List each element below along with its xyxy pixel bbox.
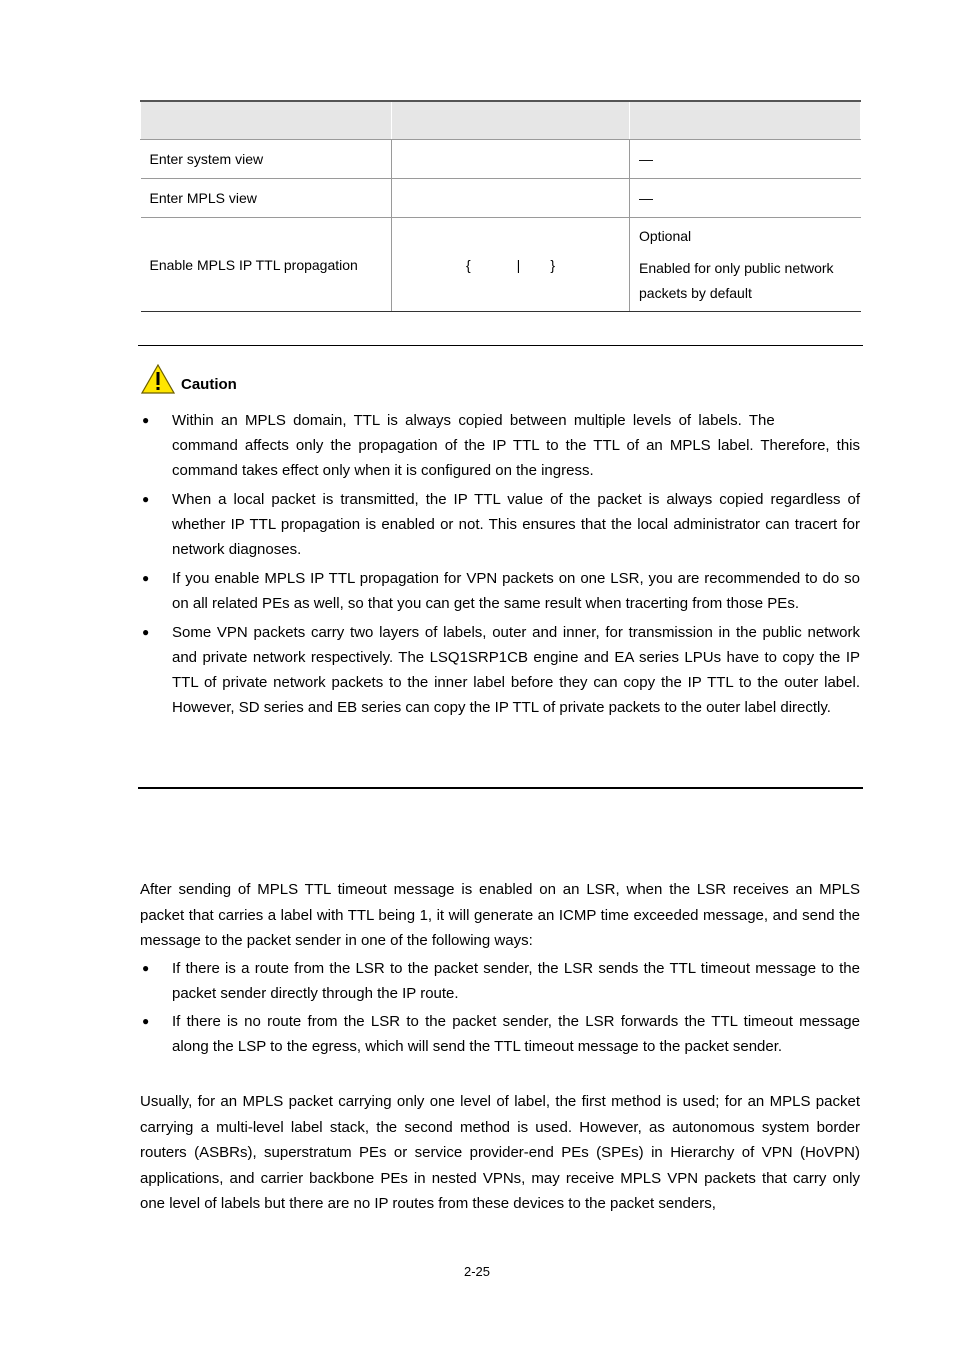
caution-list bbox=[140, 408, 860, 724]
table-row bbox=[141, 140, 861, 179]
method-bullet-text: If there is a route from the LSR to the packet sender, the LSR sends the TTL timeout message to the packet sender directly through the IP route. bbox=[172, 960, 860, 1002]
list-item bbox=[140, 408, 860, 483]
command-cell bbox=[392, 218, 630, 312]
remarks-cell bbox=[630, 218, 861, 312]
header-cell-command bbox=[392, 101, 630, 140]
caution-title: Caution bbox=[181, 376, 237, 393]
caution-header bbox=[141, 364, 237, 394]
bullet-icon: ● bbox=[142, 625, 150, 639]
list-item bbox=[140, 487, 860, 562]
table-row bbox=[141, 179, 861, 218]
bullet-icon: ● bbox=[142, 961, 150, 975]
operation-cell: Enter system view bbox=[141, 140, 392, 179]
header-cell-remarks bbox=[630, 101, 861, 140]
table-row bbox=[141, 218, 861, 312]
list-item bbox=[140, 956, 860, 1006]
table-header-row bbox=[141, 101, 861, 140]
list-item bbox=[140, 620, 860, 720]
bullet-icon: ● bbox=[142, 1014, 150, 1028]
list-item bbox=[140, 1009, 860, 1059]
command-cell bbox=[392, 179, 630, 218]
command-cell bbox=[392, 140, 630, 179]
command-brace-close: } bbox=[550, 256, 555, 273]
warning-triangle-icon bbox=[141, 364, 175, 394]
command-separator: | bbox=[516, 256, 521, 273]
remarks-optional: Optional bbox=[639, 227, 692, 244]
caution-bullet-text: Some VPN packets carry two layers of labels, outer and inner, for transmission in the public network and private network respectively. The LSQ1SRP1CB engine and EA series LPUs have to copy the IP TTL of private network packets to the inner label before they can copy the IP TTL to the outer label. However, SD series and EB series can copy the IP TTL of private packets to the outer label directly. bbox=[172, 624, 860, 716]
header-cell-operation bbox=[141, 101, 392, 140]
page-number: 2-25 bbox=[463, 1264, 491, 1279]
closing-paragraph: Usually, for an MPLS packet carrying only one level of label, the first method is used; for an MPLS packet carrying a multi-level label stack, the second method is used. However, as autonomous system border routers (ASBRs), superstratum PEs or service provider-end PEs (SPEs) in Hierarchy of VPN (HoVPN) applications, and carrier backbone PEs in nested VPNs, may receive MPLS VPN packets that carry only one level of labels but there are no IP routes from these devices to the packet senders, bbox=[140, 1093, 860, 1212]
operation-cell: Enable MPLS IP TTL propagation bbox=[141, 218, 392, 312]
bullet-icon: ● bbox=[142, 492, 150, 506]
command-brace-open: { bbox=[465, 256, 471, 273]
config-table bbox=[140, 100, 861, 312]
method-list bbox=[140, 956, 860, 1063]
operation-cell: Enter MPLS view bbox=[141, 179, 392, 218]
bullet-icon: ● bbox=[142, 571, 150, 585]
caution-bullet-text: Within an MPLS domain, TTL is always copied between multiple levels of labels. The command affects only the propagation of the IP TTL to the TTL of an MPLS label. Therefore, this command takes effect only when it is configured on the ingress. bbox=[172, 412, 860, 479]
remarks-cell: — bbox=[630, 179, 861, 218]
caution-top-rule bbox=[138, 345, 863, 346]
remarks-default: Enabled for only public network packets by default bbox=[639, 259, 834, 301]
list-item bbox=[140, 566, 860, 616]
caution-bullet-text: When a local packet is transmitted, the IP TTL value of the packet is always copied regardless of whether IP TTL propagation is enabled or not. This ensures that the local administrator can tracert for network diagnoses. bbox=[172, 491, 860, 558]
remarks-cell: — bbox=[630, 140, 861, 179]
method-bullet-text: If there is no route from the LSR to the packet sender, the LSR forwards the TTL timeout message along the LSP to the egress, which will send the TTL timeout message to the packet sender. bbox=[172, 1013, 860, 1055]
caution-bullet-text: If you enable MPLS IP TTL propagation for VPN packets on one LSR, you are recommended to do so on all related PEs as well, so that you can get the same result when tracerting from those PEs. bbox=[172, 570, 860, 612]
intro-paragraph: After sending of MPLS TTL timeout message is enabled on an LSR, when the LSR receives an MPLS packet that carries a label with TTL being 1, it will generate an ICMP time exceeded message, and send the message to the packet sender in one of the following ways: bbox=[140, 881, 860, 949]
caution-bottom-rule bbox=[138, 787, 863, 789]
bullet-icon: ● bbox=[142, 413, 150, 427]
